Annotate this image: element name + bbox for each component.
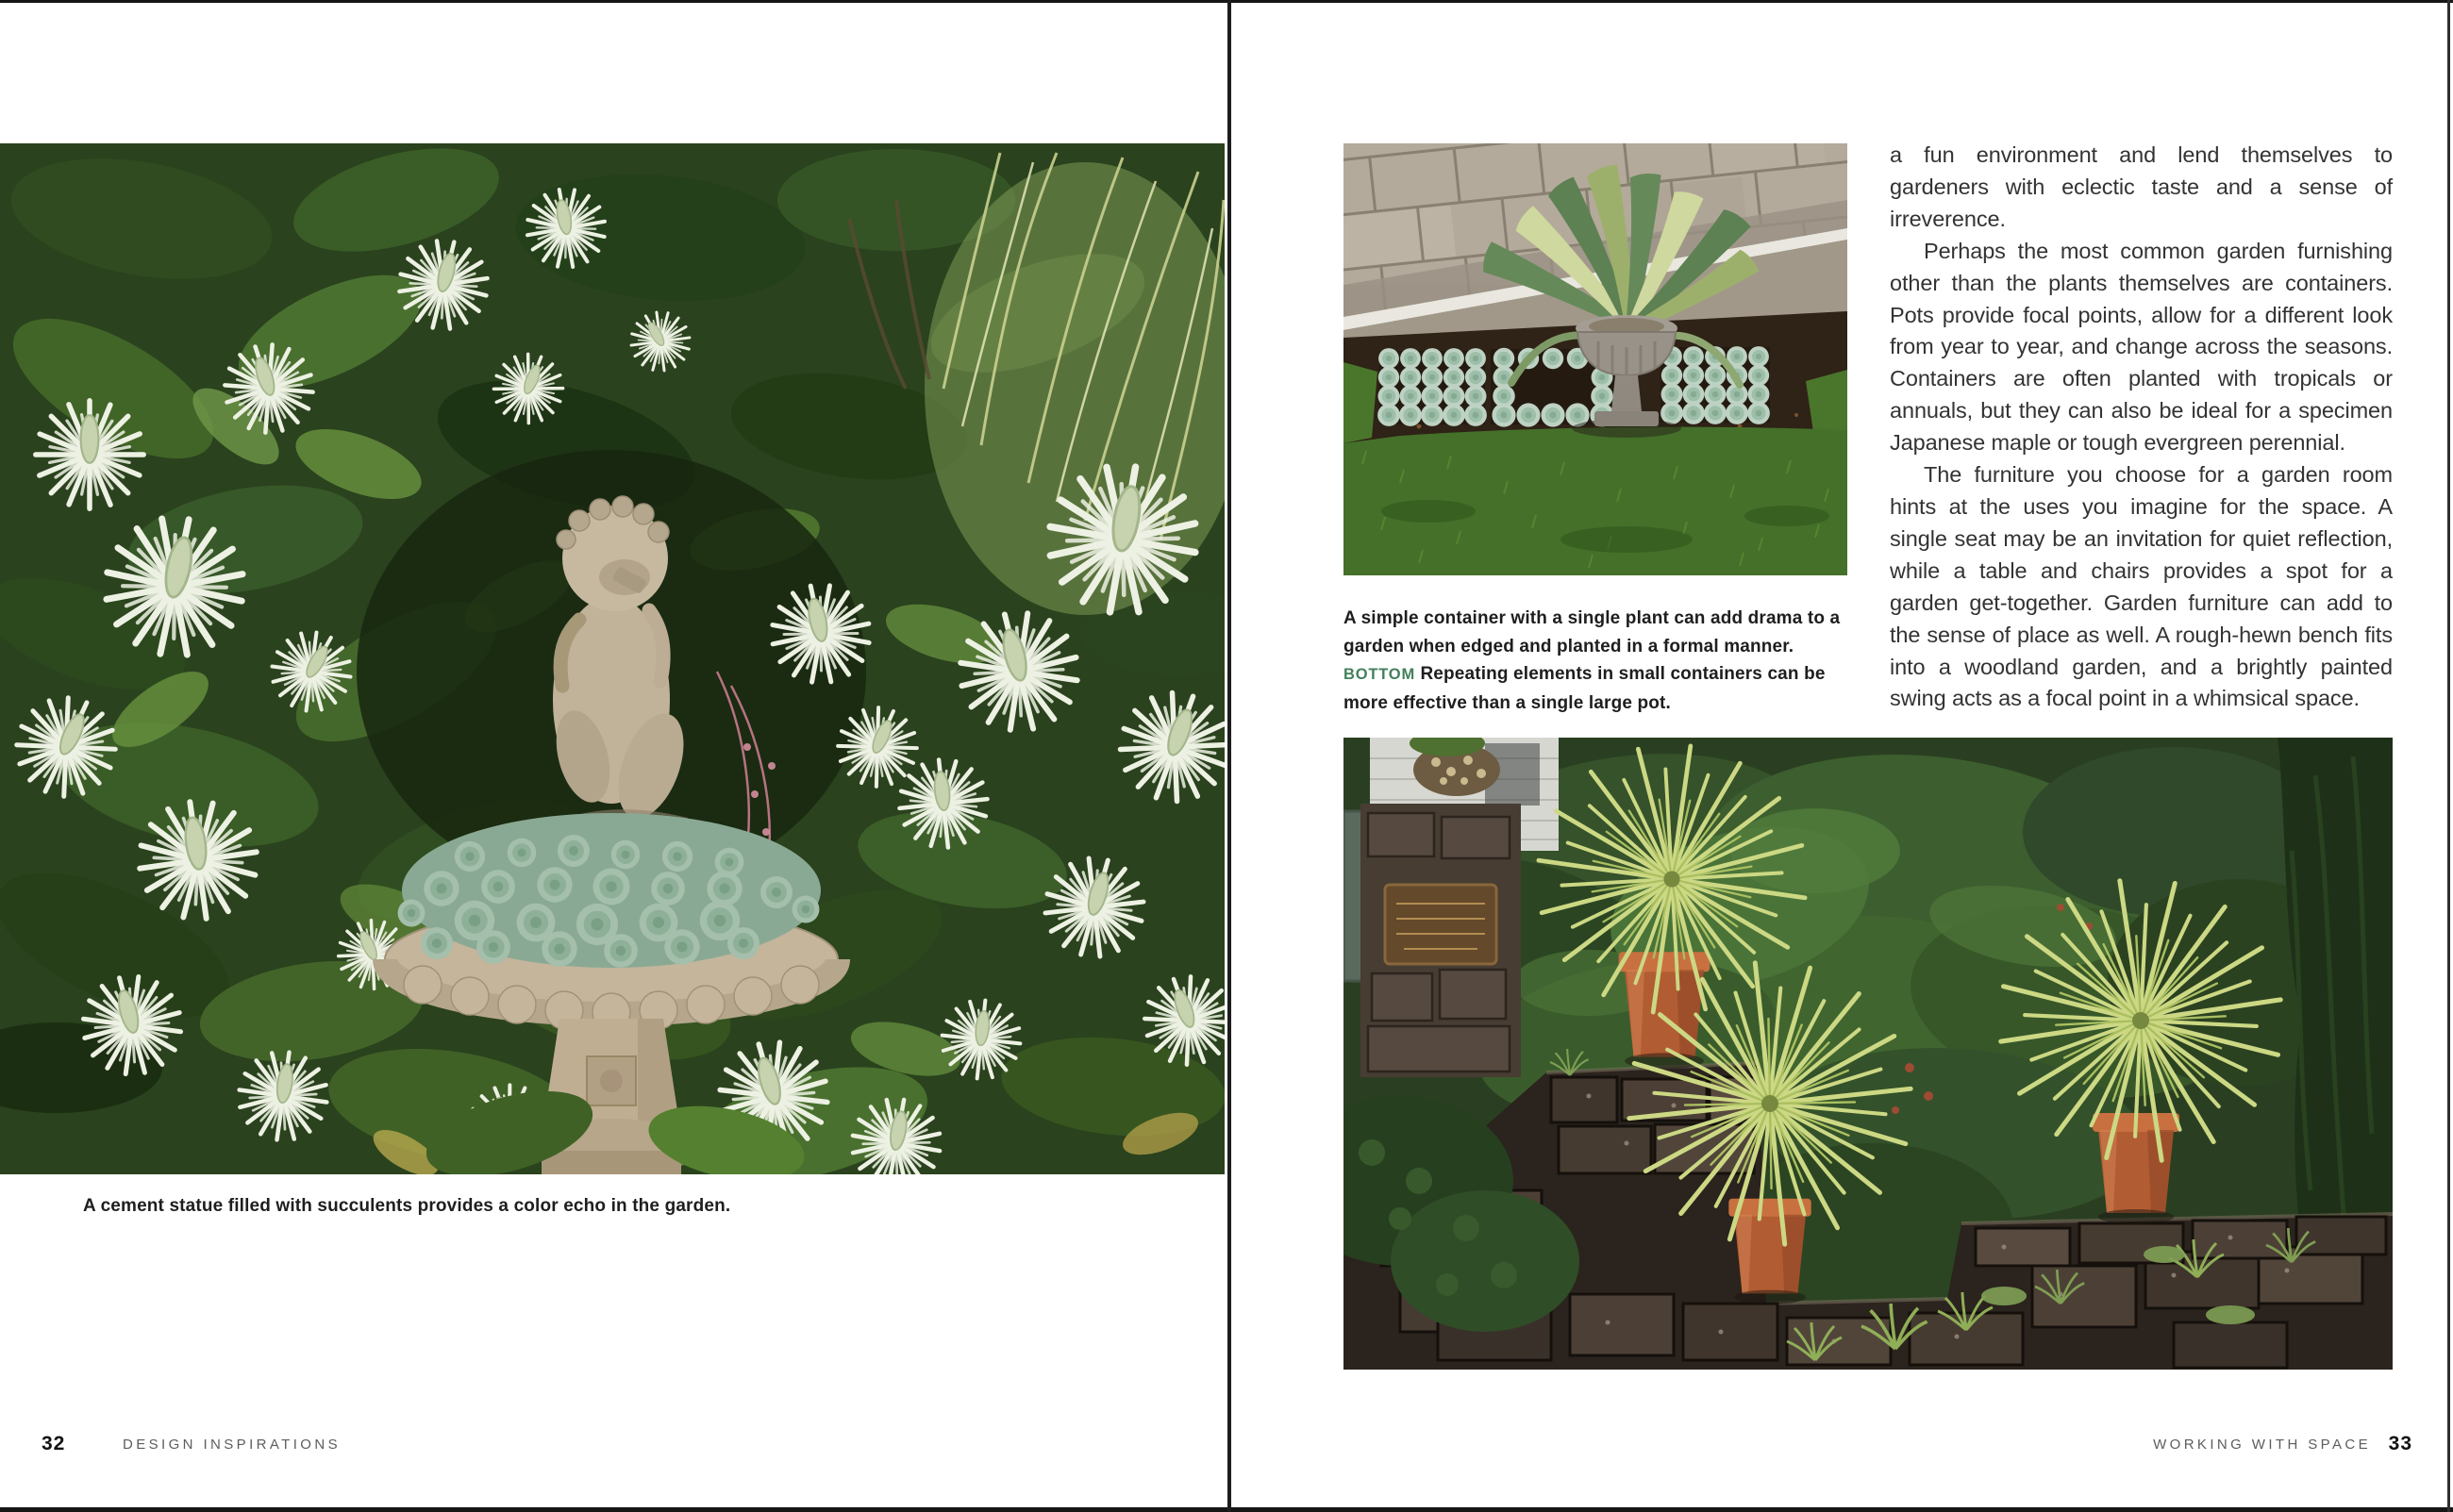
body-paragraph-2: Perhaps the most common garden furnishing other than the plants themselves are containers. Pots provide focal points, allow for a different look from year to year, and change across the seasons. Containers are often planted with tropicals or annuals, but they can also be ideal for a specimen Japanese maple or tough evergreen perennial. <box>1890 238 2393 456</box>
left-running-footer: DESIGN INSPIRATIONS <box>123 1437 342 1453</box>
right-page-number: 33 <box>2388 1433 2412 1454</box>
garden-statue-photo <box>0 143 1225 1174</box>
right-running-footer: WORKING WITH SPACE <box>2153 1437 2371 1453</box>
left-caption-text: A cement statue filled with succulents provides a color echo in the garden. <box>83 1196 731 1216</box>
caption-position-label: BOTTOM <box>1343 666 1415 683</box>
potted-yucca-photo <box>1343 738 2393 1370</box>
page-top-edge <box>0 0 2453 3</box>
garden-statue-illustration <box>0 143 1225 1174</box>
right-caption-part2: Repeating elements in small containers can be more effective than a single large pot. <box>1343 664 1826 713</box>
page-right-edge <box>2447 0 2450 1512</box>
page-gutter-divider <box>1227 0 1231 1512</box>
left-page-number: 32 <box>42 1433 66 1454</box>
page-bottom-edge <box>0 1507 2453 1512</box>
body-paragraph-1: a fun environment and lend themselves to gardeners with eclectic taste and a sense of irreverence. <box>1890 142 2393 231</box>
body-text-column <box>1890 140 2393 715</box>
potted-yucca-illustration <box>1343 738 2393 1370</box>
right-caption-part1: A simple container with a single plant can add drama to a garden when edged and planted in a formal manner. <box>1343 608 1841 656</box>
right-photo-caption <box>1343 605 1872 717</box>
container-garden-illustration <box>1343 143 1847 575</box>
body-paragraph-3: The furniture you choose for a garden room hints at the uses you imagine for the space. A single seat may be an invitation for quiet reflection, while a table and chairs provides a spot for a garden get-together. Garden furniture can add to the sense of place as well. A rough-hewn bench fits into a woodland garden, and a brightly painted swing acts as a focal point in a whimsical space. <box>1890 462 2393 711</box>
left-photo-caption <box>83 1192 1008 1221</box>
container-garden-photo <box>1343 143 1847 575</box>
